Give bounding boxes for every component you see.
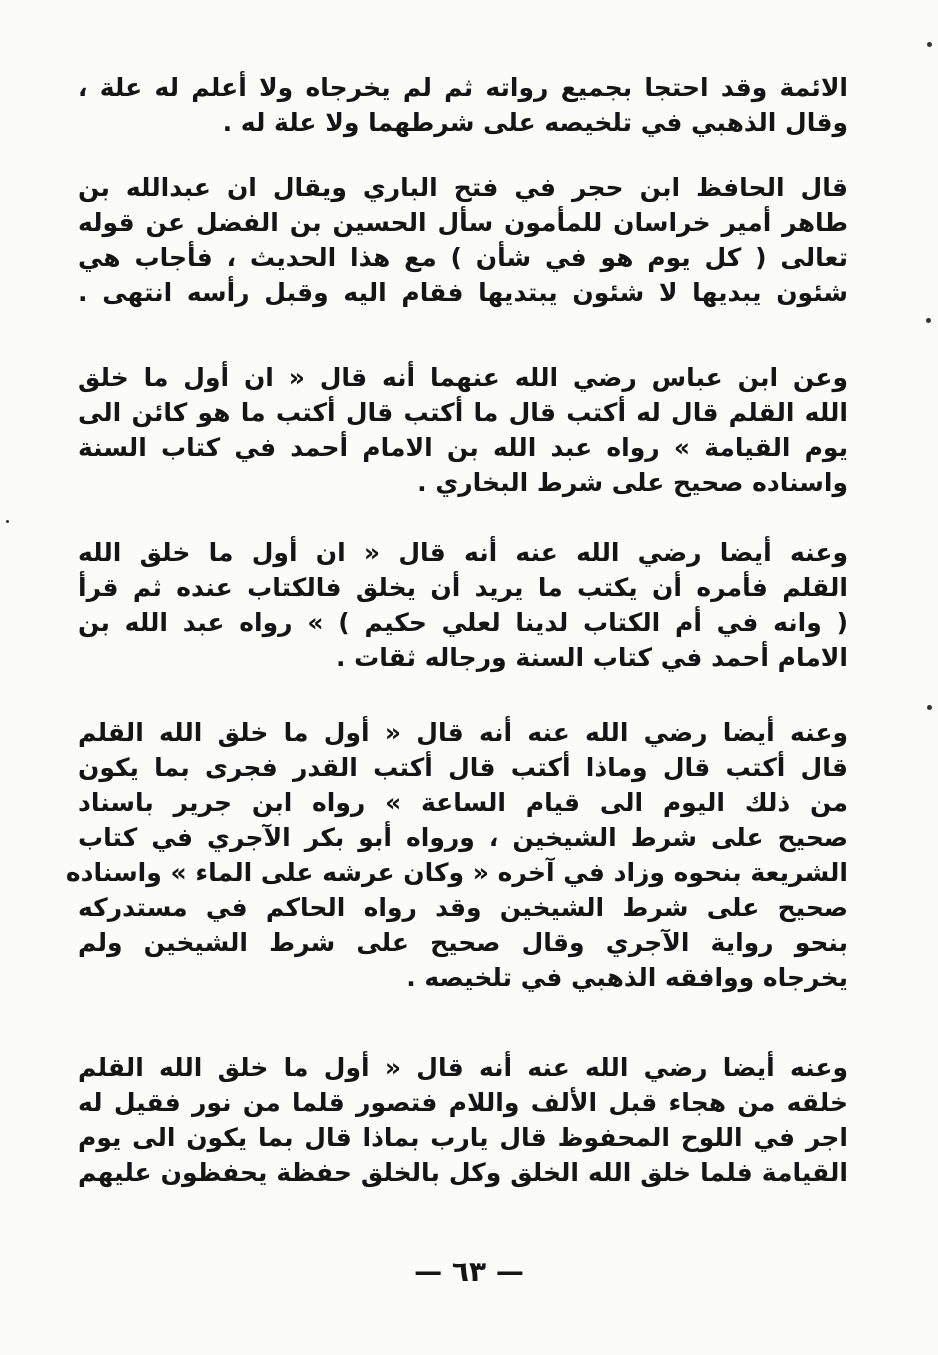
text-line: وعنه أيضا رضي الله عنه أنه قال « ان أول ما خلق الله <box>78 538 848 567</box>
text-line: قال الحافظ ابن حجر في فتح الباري ويقال ان عبدالله بن <box>78 173 848 202</box>
text-line: الله القلم قال له أكتب قال ما أكتب قال أكتب ما هو كائن الى <box>78 398 848 427</box>
text-line: ( وانه في أم الكتاب لدينا لعلي حكيم ) » رواه عبد الله بن <box>78 608 848 637</box>
text-line: الامام أحمد في كتاب السنة ورجاله ثقات . <box>335 643 848 672</box>
text-line: صحيح على شرط الشيخين ، ورواه أبو بكر الآجري في كتاب <box>78 823 848 852</box>
text-line: واسناده صحيح على شرط البخاري . <box>417 468 848 497</box>
scan-speck <box>926 318 931 323</box>
paragraph-6 <box>78 1050 848 1190</box>
page-number: — ٦٣ — <box>414 1255 524 1288</box>
paragraph-2 <box>78 170 848 310</box>
paragraph-4 <box>78 535 848 675</box>
text-line: وعنه أيضا رضي الله عنه أنه قال « أول ما خلق الله القلم <box>78 1053 848 1082</box>
text-line: قال أكتب قال وماذا أكتب قال أكتب القدر فجرى بما يكون <box>78 753 848 782</box>
scan-speck <box>927 705 932 710</box>
scan-speck <box>6 520 9 523</box>
text-line: شئون يبديها لا شئون يبتديها فقام اليه وقبل رأسه انتهى . <box>78 278 848 307</box>
text-line: من ذلك اليوم الى قيام الساعة » رواه ابن جرير باسناد <box>78 788 848 817</box>
text-line: وعن ابن عباس رضي الله عنهما أنه قال « ان أول ما خلق <box>78 363 848 392</box>
paragraph-1 <box>78 70 848 140</box>
paragraph-5 <box>65 715 848 995</box>
text-line: خلقه من هجاء قبل الألف واللام فتصور قلما من نور فقيل له <box>78 1088 848 1117</box>
paragraph-3 <box>78 360 848 500</box>
text-line: الائمة وقد احتجا بجميع رواته ثم لم يخرجاه ولا أعلم له علة ، <box>78 73 848 102</box>
text-line: يخرجاه ووافقه الذهبي في تلخيصه . <box>406 963 848 992</box>
text-line: صحيح على شرط الشيخين وقد رواه الحاكم في مستدركه <box>78 893 848 922</box>
scan-speck <box>927 42 932 47</box>
text-line: تعالى ( كل يوم هو في شأن ) مع هذا الحديث ، فأجاب هي <box>78 243 848 272</box>
text-line: وقال الذهبي في تلخيصه على شرطهما ولا علة له . <box>222 108 848 137</box>
text-line: اجر في اللوح المحفوظ قال يارب بماذا قال بما يكون الى يوم <box>78 1123 848 1152</box>
text-line: يوم القيامة » رواه عبد الله بن الامام أحمد في كتاب السنة <box>78 433 848 462</box>
text-line: وعنه أيضا رضي الله عنه أنه قال « أول ما خلق الله القلم <box>78 718 848 747</box>
text-line: القلم فأمره أن يكتب ما يريد أن يخلق فالكتاب عنده ثم قرأ <box>78 573 848 602</box>
text-line: بنحو رواية الآجري وقال صحيح على شرط الشيخين ولم <box>78 928 848 957</box>
text-line: القيامة فلما خلق الله الخلق وكل بالخلق حفظة يحفظون عليهم <box>78 1158 848 1187</box>
text-line: طاهر أمير خراسان للمأمون سأل الحسين بن الفضل عن قوله <box>78 208 848 237</box>
text-line: الشريعة بنحوه وزاد في آخره « وكان عرشه على الماء » واسناده <box>65 858 848 887</box>
